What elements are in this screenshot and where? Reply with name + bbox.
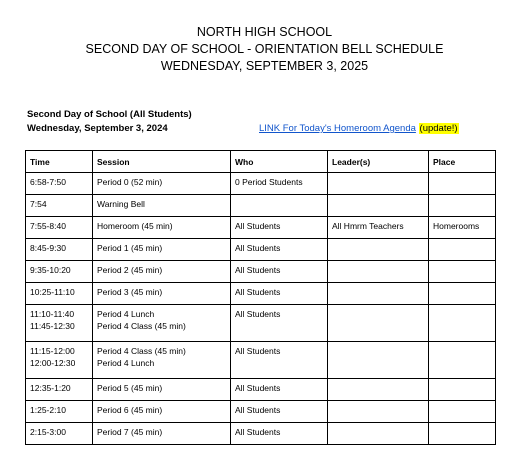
table-row (26, 379, 496, 401)
time-cell-line: 1:25-2:10 (30, 405, 66, 415)
homeroom-agenda-link[interactable]: LINK For Today's Homeroom Agenda (259, 123, 416, 134)
place-cell (429, 379, 496, 401)
leader-cell: All Hmrm Teachers (328, 217, 429, 239)
leader-cell (328, 401, 429, 423)
table-header-row (26, 151, 496, 173)
table-row (26, 239, 496, 261)
session-cell (93, 195, 231, 217)
time-cell-line: 12:35-1:20 (30, 383, 71, 393)
session-cell (93, 261, 231, 283)
session-cell-line: Period 4 Lunch (97, 358, 155, 368)
session-cell (93, 239, 231, 261)
time-cell-line: 12:00-12:30 (30, 358, 76, 368)
time-cell-line: 7:55-8:40 (30, 221, 66, 231)
time-cell-line: 10:25-11:10 (30, 287, 75, 297)
who-cell: 0 Period Students (231, 173, 328, 195)
who-cell: All Students (231, 283, 328, 305)
time-cell-line: 11:45-12:30 (30, 321, 75, 331)
who-cell: All Students (231, 342, 328, 379)
column-header-who: Who (231, 151, 328, 173)
who-cell: All Students (231, 423, 328, 445)
session-cell-line: Homeroom (45 min) (97, 221, 173, 231)
time-cell (26, 173, 93, 195)
place-cell (429, 173, 496, 195)
session-cell (93, 283, 231, 305)
session-cell (93, 379, 231, 401)
session-cell-line: Period 4 Class (45 min) (97, 321, 186, 331)
place-cell (429, 342, 496, 379)
leader-cell (328, 283, 429, 305)
who-cell: All Students (231, 401, 328, 423)
section-date: Wednesday, September 3, 2024 (27, 123, 168, 134)
session-cell-line: Period 7 (45 min) (97, 427, 163, 437)
place-cell (429, 401, 496, 423)
time-cell (26, 195, 93, 217)
session-cell (93, 423, 231, 445)
time-cell (26, 283, 93, 305)
time-cell-line: 2:15-3:00 (30, 427, 66, 437)
time-cell (26, 239, 93, 261)
table-row (26, 401, 496, 423)
place-cell (429, 423, 496, 445)
session-cell-line: Warning Bell (97, 199, 145, 209)
schedule-date: WEDNESDAY, SEPTEMBER 3, 2025 (160, 59, 369, 73)
who-cell: All Students (231, 305, 328, 342)
time-cell (26, 401, 93, 423)
who-cell: All Students (231, 261, 328, 283)
session-cell-line: Period 4 Class (45 min) (97, 346, 186, 356)
session-cell (93, 217, 231, 239)
who-cell: All Students (231, 379, 328, 401)
leader-cell (328, 261, 429, 283)
column-header-time: Time (26, 151, 93, 173)
place-cell: Homerooms (429, 217, 496, 239)
time-cell-line: 11:15-12:00 (30, 346, 75, 356)
time-cell-line: 7:54 (30, 199, 47, 209)
leader-cell (328, 239, 429, 261)
who-cell: All Students (231, 217, 328, 239)
time-cell (26, 217, 93, 239)
table-row (26, 423, 496, 445)
who-cell (231, 195, 328, 217)
who-cell: All Students (231, 239, 328, 261)
agenda-link-line (259, 122, 459, 135)
session-cell-line: Period 3 (45 min) (97, 287, 163, 297)
place-cell (429, 195, 496, 217)
leader-cell (328, 423, 429, 445)
session-cell-line: Period 5 (45 min) (97, 383, 163, 393)
time-cell (26, 423, 93, 445)
time-cell-line: 8:45-9:30 (30, 243, 66, 253)
time-cell (26, 342, 93, 379)
leader-cell (328, 173, 429, 195)
time-cell-line: 11:10-11:40 (30, 309, 75, 319)
session-cell-line: Period 6 (45 min) (97, 405, 163, 415)
leader-cell (328, 342, 429, 379)
time-cell-line: 9:35-10:20 (30, 265, 71, 275)
table-row (26, 173, 496, 195)
place-cell (429, 239, 496, 261)
table-row (26, 305, 496, 342)
time-cell (26, 305, 93, 342)
table-row (26, 217, 496, 239)
table-row (26, 261, 496, 283)
place-cell (429, 305, 496, 342)
session-cell-line: Period 1 (45 min) (97, 243, 163, 253)
place-cell (429, 261, 496, 283)
time-cell-line: 6:58-7:50 (30, 177, 66, 187)
session-cell-line: Period 2 (45 min) (97, 265, 163, 275)
time-cell (26, 379, 93, 401)
session-cell (93, 173, 231, 195)
place-cell (429, 283, 496, 305)
schedule-title: SECOND DAY OF SCHOOL - ORIENTATION BELL SCHEDULE (85, 42, 444, 56)
leader-cell (328, 305, 429, 342)
session-cell (93, 401, 231, 423)
table-body (26, 173, 496, 445)
table-row (26, 195, 496, 217)
session-cell (93, 342, 231, 379)
leader-cell (328, 379, 429, 401)
column-header-leaders: Leader(s) (328, 151, 429, 173)
school-name: NORTH HIGH SCHOOL (196, 25, 333, 39)
bell-schedule-table (25, 150, 496, 445)
session-cell (93, 305, 231, 342)
table-row (26, 342, 496, 379)
document-header (0, 24, 529, 75)
column-header-place: Place (429, 151, 496, 173)
column-header-session: Session (93, 151, 231, 173)
session-cell-line: Period 0 (52 min) (97, 177, 163, 187)
section-title: Second Day of School (All Students) (27, 109, 192, 120)
leader-cell (328, 195, 429, 217)
table-row (26, 283, 496, 305)
time-cell (26, 261, 93, 283)
session-cell-line: Period 4 Lunch (97, 309, 155, 319)
update-highlight: (update!) (419, 123, 458, 134)
